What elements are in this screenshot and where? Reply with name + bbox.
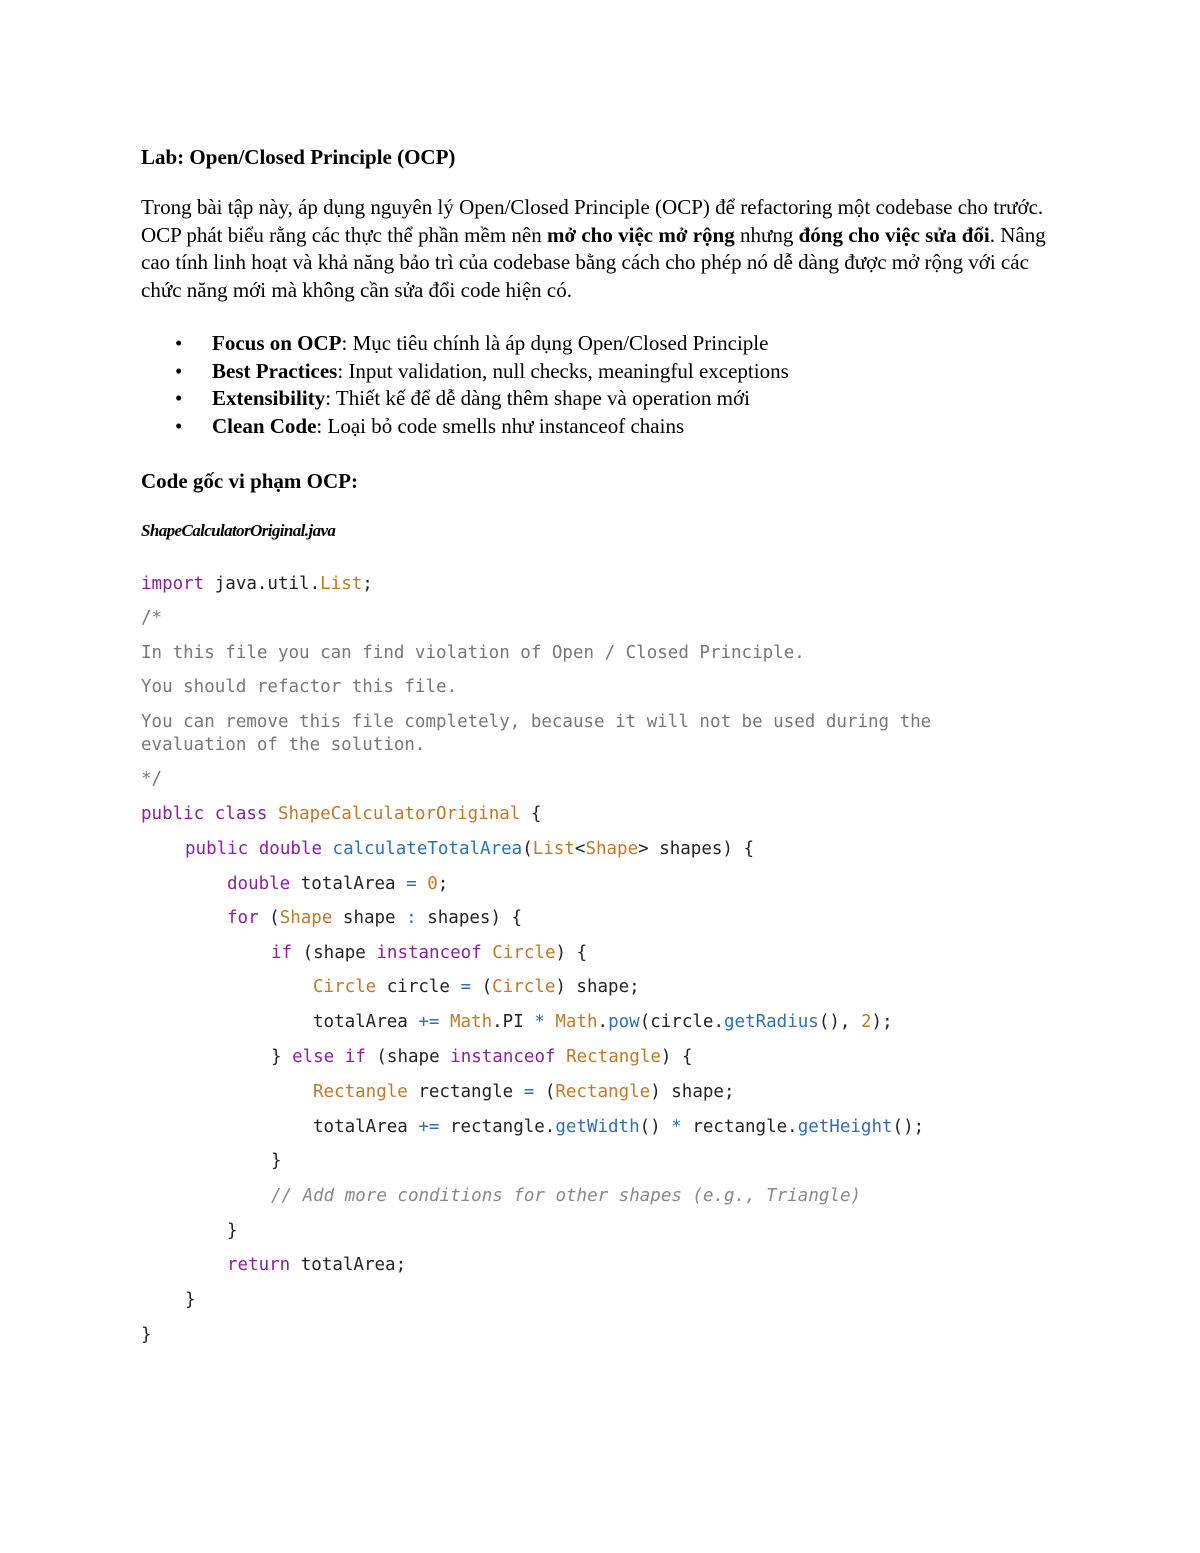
code-token: (shape <box>365 1047 451 1067</box>
code-token: public <box>141 804 205 824</box>
code-token: ) shape; <box>650 1082 735 1102</box>
code-token: totalArea <box>290 874 407 894</box>
code-token: .PI <box>492 1012 535 1032</box>
code-token <box>322 839 333 859</box>
code-token: ShapeCalculatorOriginal <box>278 804 521 824</box>
code-token: if <box>271 943 293 963</box>
code-token <box>556 1047 567 1067</box>
code-token: Rectangle <box>313 1082 408 1102</box>
code-token: double <box>258 839 322 859</box>
code-token: < <box>574 839 586 859</box>
code-token: . <box>597 1012 609 1032</box>
intro-paragraph <box>141 194 1066 304</box>
code-line <box>313 1080 734 1104</box>
code-line <box>141 802 541 826</box>
document-body <box>141 140 1081 546</box>
bullet-item <box>141 385 1081 413</box>
code-token: else <box>292 1047 335 1067</box>
code-token: circle <box>376 977 461 997</box>
code-token: Rectangle <box>555 1082 651 1102</box>
code-token: 0 <box>427 874 438 894</box>
code-comment-line: You can remove this file completely, because it will not be used during the <box>141 712 932 732</box>
bullet-dot: • <box>175 358 183 383</box>
code-token <box>545 1012 556 1032</box>
code-line <box>141 572 373 596</box>
code-token: shapes) { <box>416 908 523 928</box>
code-token: getWidth <box>555 1117 640 1137</box>
intro-bold-2: đóng cho việc sửa đổi <box>798 222 990 247</box>
code-token <box>439 1012 450 1032</box>
code-token: Math <box>449 1012 493 1032</box>
code-token: * <box>671 1117 682 1137</box>
code-token: totalArea <box>313 1117 419 1137</box>
code-token: ); <box>871 1012 893 1032</box>
bullet-dot: • <box>175 331 183 355</box>
code-line <box>313 1115 924 1139</box>
code-token: 2 <box>860 1012 872 1032</box>
bullet-text: : Loại bỏ code smells như instanceof chains <box>316 413 685 438</box>
code-comment-line: In this file you can find violation of Open / Closed Principle. <box>141 643 805 663</box>
code-token: = <box>460 977 472 997</box>
code-token: } <box>271 1047 293 1067</box>
code-token: getHeight <box>797 1117 893 1137</box>
bullet-item <box>141 358 1081 386</box>
code-token: public <box>185 839 249 859</box>
code-line <box>227 906 522 930</box>
code-token <box>417 874 428 894</box>
code-token: totalArea <box>313 1012 419 1032</box>
code-line: } <box>141 1325 152 1345</box>
code-comment-line: You should refactor this file. <box>141 677 458 697</box>
code-token: if <box>344 1047 366 1067</box>
bullet-label: Clean Code <box>212 413 317 438</box>
code-token: return <box>227 1255 291 1275</box>
intro-text-1: Trong bài tập này, áp dụng nguyên lý Open/Closed Principle (OCP) để refactoring một codebase cho trước. OCP phát biểu rằng các thực thể phần mềm nên <box>141 195 1044 247</box>
code-token: double <box>227 874 291 894</box>
code-token: Rectangle <box>566 1047 661 1067</box>
code-line: } <box>185 1290 196 1310</box>
code-line <box>271 1045 693 1069</box>
code-token: () <box>639 1117 672 1137</box>
bullet-label: Focus on OCP <box>212 331 342 355</box>
code-token: Circle <box>492 943 556 963</box>
code-token: Circle <box>492 977 556 997</box>
code-line <box>185 837 754 861</box>
code-token: Math <box>555 1012 598 1032</box>
bullet-item <box>141 330 1081 358</box>
code-token: instanceof <box>376 943 482 963</box>
code-line <box>313 1010 893 1034</box>
code-token: import <box>141 574 205 594</box>
code-token: ) shape; <box>555 977 640 997</box>
intro-bold-1: mở cho việc mở rộng <box>546 222 735 247</box>
code-token: += <box>418 1012 440 1032</box>
code-token: shape <box>332 908 407 928</box>
code-line: } <box>227 1221 238 1241</box>
code-token: java.util. <box>204 574 321 594</box>
bullet-item <box>141 413 1081 441</box>
code-token <box>248 839 259 859</box>
code-token: ( <box>534 1082 556 1102</box>
code-line <box>271 941 587 965</box>
code-token: > shapes) { <box>638 839 755 859</box>
code-line: } <box>271 1151 282 1171</box>
code-comment-line: evaluation of the solution. <box>141 735 426 755</box>
bullet-list <box>141 330 1081 440</box>
file-name: ShapeCalculatorOriginal.java <box>141 521 336 540</box>
bullet-text: : Input validation, null checks, meaningful exceptions <box>337 358 789 383</box>
bullet-text: : Mục tiêu chính là áp dụng Open/Closed Principle <box>341 331 769 355</box>
code-token: Shape <box>585 839 639 859</box>
intro-text-2: nhưng <box>734 222 799 247</box>
code-token: = <box>406 874 417 894</box>
code-token: ( <box>471 977 493 997</box>
code-line <box>313 975 640 999</box>
code-token: Circle <box>313 977 377 997</box>
code-token: rectangle. <box>681 1117 798 1137</box>
section-heading: Code gốc vi phạm OCP: <box>141 469 358 493</box>
bullet-text: : Thiết kế để dễ dàng thêm shape và operation mới <box>325 386 750 410</box>
code-comment-line: // Add more conditions for other shapes (e.g., Triangle) <box>271 1186 862 1206</box>
code-token: List <box>320 574 363 594</box>
code-token: instanceof <box>450 1047 556 1067</box>
code-token: ; <box>362 574 373 594</box>
code-token: ( <box>522 839 533 859</box>
code-token: Shape <box>279 908 333 928</box>
code-token: ) { <box>660 1047 693 1067</box>
code-comment-line: */ <box>141 769 163 789</box>
code-token: rectangle <box>407 1082 524 1102</box>
code-token: rectangle. <box>439 1117 556 1137</box>
code-token <box>482 943 493 963</box>
bullet-label: Best Practices <box>212 358 338 383</box>
code-token: totalArea; <box>290 1255 407 1275</box>
bullet-label: Extensibility <box>212 386 326 410</box>
code-token: calculateTotalArea <box>332 839 523 859</box>
code-token <box>267 804 278 824</box>
code-token <box>334 1047 345 1067</box>
code-token: : <box>406 908 417 928</box>
code-token: (circle. <box>639 1012 724 1032</box>
code-token: ( <box>258 908 280 928</box>
code-comment-line: /* <box>141 608 163 628</box>
code-token: ) { <box>555 943 588 963</box>
code-token <box>204 804 215 824</box>
code-token: = <box>523 1082 535 1102</box>
code-line <box>227 1253 406 1277</box>
code-token: (), <box>818 1012 861 1032</box>
bullet-dot: • <box>175 386 183 410</box>
code-token: += <box>418 1117 440 1137</box>
code-token: List <box>532 839 575 859</box>
code-token: ; <box>437 874 449 894</box>
code-line <box>227 872 448 896</box>
code-token: { <box>520 804 542 824</box>
code-token: class <box>214 804 268 824</box>
code-token: pow <box>608 1012 640 1032</box>
code-token: getRadius <box>724 1012 819 1032</box>
code-token: * <box>534 1012 545 1032</box>
code-token: (shape <box>292 943 377 963</box>
code-token: for <box>227 908 259 928</box>
page-title: Lab: Open/Closed Principle (OCP) <box>141 145 456 169</box>
code-token: (); <box>892 1117 925 1137</box>
bullet-dot: • <box>175 413 183 438</box>
intro-text-3: . Nâng cao tính linh hoạt và khả năng bảo trì của codebase bằng cách cho phép nó dễ dàng được mở rộng với các chức năng mới mà không cần sửa đổi code hiện có. <box>141 222 1046 302</box>
